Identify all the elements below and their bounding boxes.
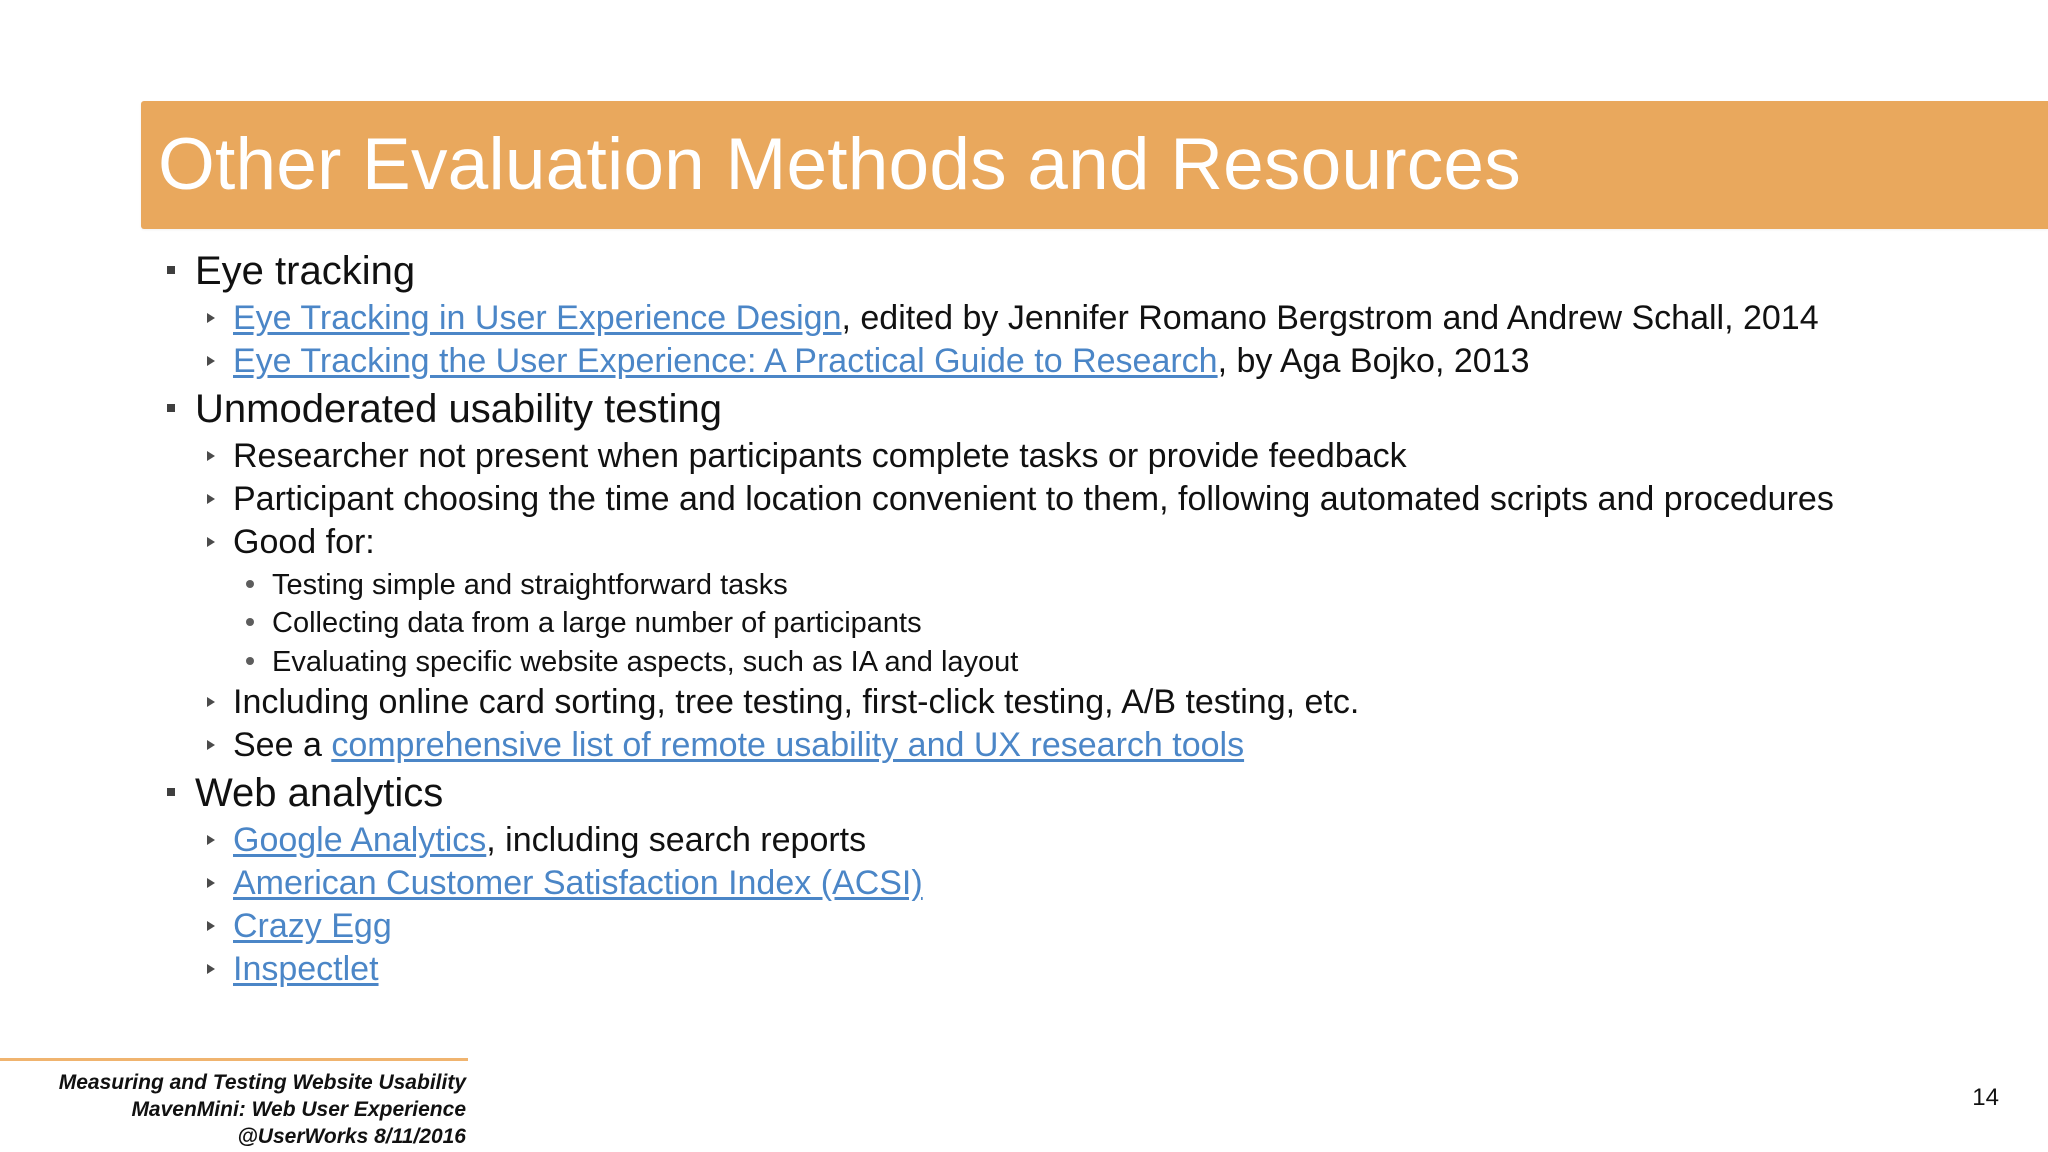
triangle-bullet-icon — [207, 878, 215, 888]
slide-footer — [0, 1069, 466, 1150]
unmoderated-testing-heading: Unmoderated usability testing — [195, 386, 722, 432]
square-bullet-icon — [167, 266, 175, 274]
footer-series-title: MavenMini: Web User Experience — [131, 1098, 466, 1121]
inspectlet-link[interactable]: Inspectlet — [233, 950, 379, 988]
footer-divider — [0, 1058, 468, 1061]
slide-title: Other Evaluation Methods and Resources — [158, 124, 1521, 205]
square-bullet-icon — [167, 788, 175, 796]
acsi-link[interactable]: American Customer Satisfaction Index (ACSI) — [233, 864, 923, 902]
web-analytics-item-crazy-egg — [233, 906, 392, 946]
square-bullet-icon — [167, 404, 175, 412]
dot-bullet-icon — [246, 657, 254, 665]
triangle-bullet-icon — [207, 964, 215, 974]
unmoderated-item-see-list: See a comprehensive list of remote usability and UX research tools — [233, 725, 1244, 765]
eye-tracking-practical-guide-link[interactable]: Eye Tracking the User Experience: A Practical Guide to Research — [233, 342, 1218, 380]
web-analytics-heading: Web analytics — [195, 770, 443, 816]
footer-course-title: Measuring and Testing Website Usability — [58, 1071, 466, 1094]
eye-tracking-resource-2: Eye Tracking the User Experience: A Practical Guide to Research, by Aga Bojko, 2013 — [233, 341, 1530, 381]
triangle-bullet-icon — [207, 313, 215, 323]
slide-page-number: 14 — [1972, 1084, 1999, 1111]
eye-tracking-ux-design-link[interactable]: Eye Tracking in User Experience Design — [233, 299, 842, 337]
triangle-bullet-icon — [207, 356, 215, 366]
good-for-item-simple-tasks: Testing simple and straightforward tasks — [272, 568, 788, 602]
unmoderated-item-participant: Participant choosing the time and location convenient to them, following automated scripts and procedures — [233, 479, 1834, 519]
good-for-item-website-aspects: Evaluating specific website aspects, such as IA and layout — [272, 645, 1018, 679]
triangle-bullet-icon — [207, 740, 215, 750]
web-analytics-item-inspectlet — [233, 949, 379, 989]
good-for-item-large-sample: Collecting data from a large number of participants — [272, 606, 922, 640]
google-analytics-link[interactable]: Google Analytics — [233, 821, 487, 859]
footer-organization-date: @UserWorks 8/11/2016 — [237, 1125, 466, 1148]
dot-bullet-icon — [246, 618, 254, 626]
web-analytics-item-google: Google Analytics, including search reports — [233, 820, 866, 860]
unmoderated-item-researcher: Researcher not present when participants complete tasks or provide feedback — [233, 436, 1407, 476]
eye-tracking-heading: Eye tracking — [195, 248, 415, 294]
triangle-bullet-icon — [207, 835, 215, 845]
unmoderated-item-good-for: Good for: — [233, 522, 375, 562]
eye-tracking-resource-1: Eye Tracking in User Experience Design, edited by Jennifer Romano Bergstrom and Andrew Schall, 2014 — [233, 298, 1819, 338]
remote-research-tools-link[interactable]: comprehensive list of remote usability and UX research tools — [331, 726, 1245, 764]
unmoderated-item-including: Including online card sorting, tree testing, first-click testing, A/B testing, etc. — [233, 682, 1359, 722]
triangle-bullet-icon — [207, 697, 215, 707]
dot-bullet-icon — [246, 580, 254, 588]
triangle-bullet-icon — [207, 494, 215, 504]
triangle-bullet-icon — [207, 537, 215, 547]
crazy-egg-link[interactable]: Crazy Egg — [233, 907, 392, 945]
triangle-bullet-icon — [207, 451, 215, 461]
web-analytics-item-acsi — [233, 863, 923, 903]
triangle-bullet-icon — [207, 921, 215, 931]
